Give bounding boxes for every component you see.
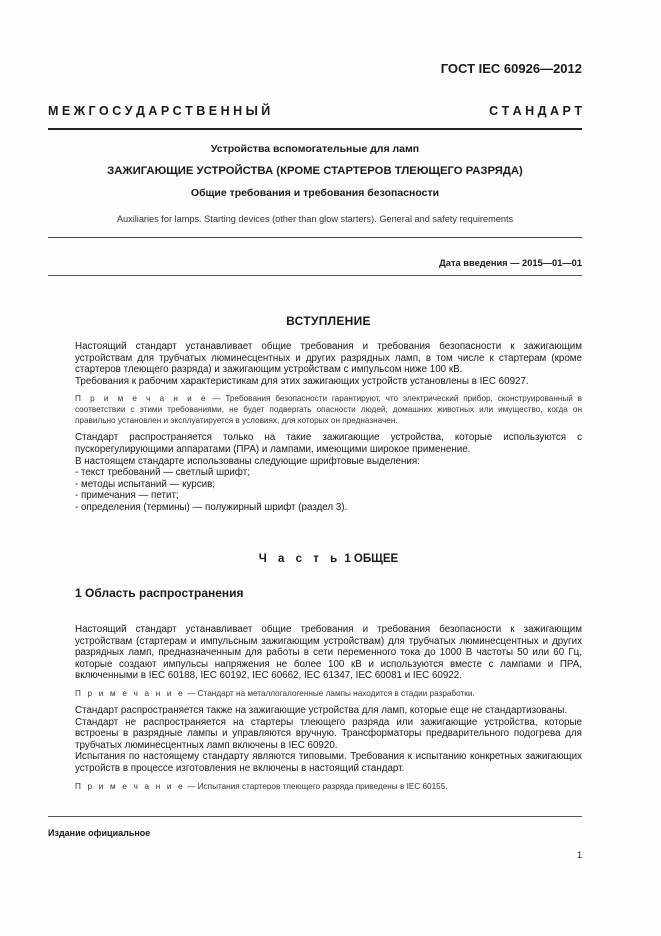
title-subtitle: Общие требования и требования безопасности [190, 187, 440, 199]
list-item: - текст требований — светлый шрифт; [75, 467, 582, 479]
section-1-paragraph-4: Испытания по настоящему стандарту являются типовыми. Требования к испытанию конкретных зажигающих устройств в процессе изготовления не включены в настоящий стандарт. [75, 751, 582, 774]
section-1-heading: 1 Область распространения [75, 586, 244, 600]
intro-paragraph-1: Настоящий стандарт устанавливает общие требования и требования безопасности к зажигающим устройствам для трубчатых люминесцентных и других разрядных ламп, в том числе к стартерам (кроме стартеров тлеющего разряда) и зажигающим устройствам с импульсом ниже 100 кВ. [75, 341, 582, 376]
title-block [48, 143, 582, 199]
note-text: — Требования безопасности гарантируют, что электрический прибор, сконструированный в соответствии с этими требованиями, не будет подвергать опасности людей, домашних животных или имущество, когда он правильно установлен и эксплуатируется в условиях, для которых он предназначен. [75, 394, 582, 426]
intro-section [75, 341, 582, 514]
note-label: П р и м е ч а н и е [75, 394, 208, 404]
banner-rule [48, 128, 582, 130]
banner-word-1: М Е Ж Г О С У Д А Р С Т В Е Н Н Ы Й [48, 104, 271, 118]
standard-number: ГОСТ IEC 60926—2012 [440, 61, 582, 76]
section-1-paragraph-2: Стандарт распространяется также на зажигающие устройства для ламп, которые еще не стандартизованы. [75, 704, 568, 716]
note-text: — Испытания стартеров тлеющего разряда приведены в IEC 60155. [184, 781, 448, 791]
intro-paragraph-4: В настоящем стандарте использованы следующие шрифтовые выделения: [75, 455, 420, 467]
intro-paragraph-3: Стандарт распространяется только на такие зажигающие устройства, которые используются с пускорегулирующими аппаратами (ПРА) и лампами, имеющими широкое применение. [75, 432, 582, 455]
section-1-note-1 [75, 688, 582, 699]
intro-paragraph-2: Требования к рабочим характеристикам для этих зажигающих устройств установлены в IEC 60927. [75, 375, 529, 387]
section-1-body [75, 624, 582, 792]
note-text: — Стандарт на металлогалогенные лампы находится в стадии разработки. [184, 688, 475, 698]
list-item: - примечания — петит; [75, 490, 582, 502]
title-category: Устройства вспомогательные для ламп [210, 143, 420, 155]
section-1-paragraph-3: Стандарт не распространяется на стартеры тлеющего разряда или зажигающие устройства, которые встроены в разрядные лампы и управляются вручную. Трансформаторы предварительного подогрева для трубчатых люминесцентных ламп включены в IEC 60920. [75, 716, 582, 751]
banner-word-2: С Т А Н Д А Р Т [489, 104, 582, 118]
intro-note [75, 393, 582, 426]
font-conventions-list [75, 467, 582, 513]
list-item: - методы испытаний — курсив; [75, 479, 582, 491]
note-label: П р и м е ч а н и е [75, 688, 185, 698]
intro-heading: ВСТУПЛЕНИЕ [286, 314, 371, 328]
english-title: Auxiliaries for lamps. Starting devices (other than glow starters). General and safety requirements [116, 214, 514, 224]
date-rule [48, 275, 582, 276]
footer-rule [48, 816, 582, 817]
part-label: Ч а с т ь [258, 553, 342, 565]
introduction-date: Дата введения — 2015—01—01 [439, 258, 582, 268]
page-number: 1 [576, 850, 582, 860]
list-item: - определения (термины) — полужирный шрифт (раздел 3). [75, 502, 582, 514]
interstate-standard-banner [48, 104, 582, 118]
title-main: ЗАЖИГАЮЩИЕ УСТРОЙСТВА (КРОМЕ СТАРТЕРОВ ТЛЕЮЩЕГО РАЗРЯДА) [107, 165, 523, 177]
part-title: 1 ОБЩЕЕ [341, 553, 399, 565]
section-1-note-2 [75, 781, 582, 792]
official-edition: Издание официальное [48, 828, 151, 838]
note-label: П р и м е ч а н и е [75, 781, 185, 791]
title-rule [48, 237, 582, 238]
section-1-paragraph-1: Настоящий стандарт устанавливает общие требования и требования безопасности к зажигающим устройствам (стартерам и импульсным зажигающим устройствам) для трубчатых люминесцентных и других разрядных ламп, предназначенным для работы в сети переменного тока до 1000 В частоты 50 или 60 Гц, которые создают импульсы напряжения не более 100 кВ и используются вместе с лампами и ПРА, включенными в IEC 60188, IEC 60192, IEC 60662, IEC 61347, IEC 60081 и IEC 60922. [75, 624, 582, 682]
part-heading [75, 553, 582, 565]
